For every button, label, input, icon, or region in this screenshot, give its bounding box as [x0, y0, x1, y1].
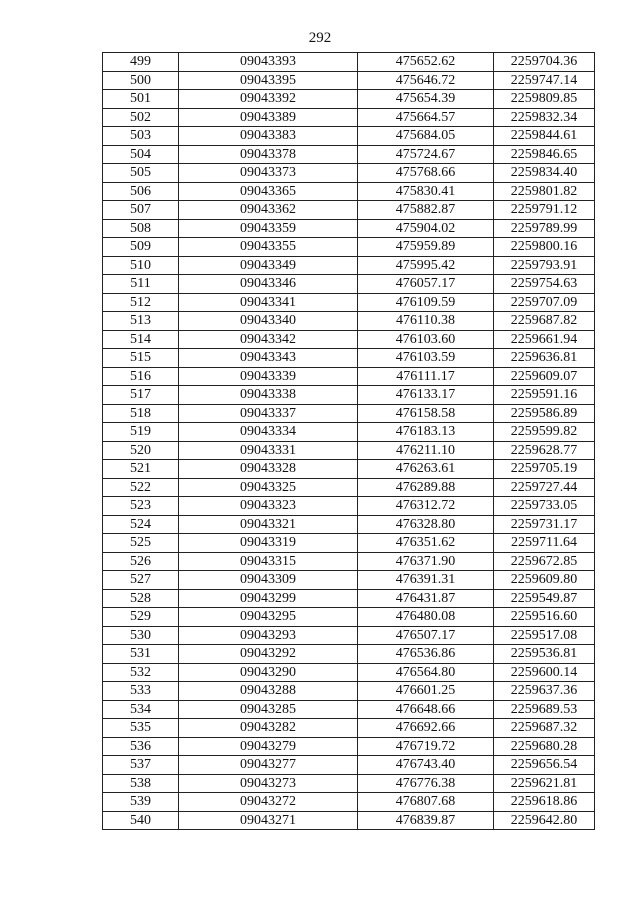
x-coordinate-cell: 476057.17 [358, 275, 494, 294]
point-code-cell: 09043299 [179, 589, 358, 608]
row-index-cell: 503 [103, 127, 179, 146]
y-coordinate-cell: 2259591.16 [494, 386, 595, 405]
x-coordinate-cell: 475995.42 [358, 256, 494, 275]
point-code-cell: 09043395 [179, 71, 358, 90]
x-coordinate-cell: 476289.88 [358, 478, 494, 497]
x-coordinate-cell: 476312.72 [358, 497, 494, 516]
point-code-cell: 09043393 [179, 53, 358, 72]
table-row [103, 330, 595, 349]
x-coordinate-cell: 476109.59 [358, 293, 494, 312]
table-row [103, 275, 595, 294]
row-index-cell: 536 [103, 737, 179, 756]
point-code-cell: 09043290 [179, 663, 358, 682]
table-row [103, 737, 595, 756]
row-index-cell: 524 [103, 515, 179, 534]
table-row [103, 423, 595, 442]
y-coordinate-cell: 2259731.17 [494, 515, 595, 534]
y-coordinate-cell: 2259621.81 [494, 774, 595, 793]
y-coordinate-cell: 2259687.32 [494, 719, 595, 738]
y-coordinate-cell: 2259689.53 [494, 700, 595, 719]
table-row [103, 256, 595, 275]
x-coordinate-cell: 475904.02 [358, 219, 494, 238]
row-index-cell: 516 [103, 367, 179, 386]
table-row [103, 515, 595, 534]
row-index-cell: 526 [103, 552, 179, 571]
point-code-cell: 09043355 [179, 238, 358, 257]
point-code-cell: 09043331 [179, 441, 358, 460]
x-coordinate-cell: 476564.80 [358, 663, 494, 682]
row-index-cell: 529 [103, 608, 179, 627]
point-code-cell: 09043285 [179, 700, 358, 719]
point-code-cell: 09043323 [179, 497, 358, 516]
table-row [103, 349, 595, 368]
point-code-cell: 09043279 [179, 737, 358, 756]
y-coordinate-cell: 2259618.86 [494, 793, 595, 812]
row-index-cell: 530 [103, 626, 179, 645]
y-coordinate-cell: 2259711.64 [494, 534, 595, 553]
x-coordinate-cell: 476371.90 [358, 552, 494, 571]
y-coordinate-cell: 2259846.65 [494, 145, 595, 164]
table-row [103, 534, 595, 553]
y-coordinate-cell: 2259707.09 [494, 293, 595, 312]
table-row [103, 793, 595, 812]
table-row [103, 700, 595, 719]
y-coordinate-cell: 2259680.28 [494, 737, 595, 756]
y-coordinate-cell: 2259609.80 [494, 571, 595, 590]
y-coordinate-cell: 2259536.81 [494, 645, 595, 664]
row-index-cell: 499 [103, 53, 179, 72]
row-index-cell: 517 [103, 386, 179, 405]
y-coordinate-cell: 2259800.16 [494, 238, 595, 257]
point-code-cell: 09043341 [179, 293, 358, 312]
page-number: 292 [308, 30, 332, 46]
table-row [103, 645, 595, 664]
table-row [103, 441, 595, 460]
x-coordinate-cell: 476211.10 [358, 441, 494, 460]
y-coordinate-cell: 2259516.60 [494, 608, 595, 627]
row-index-cell: 505 [103, 164, 179, 183]
point-code-cell: 09043325 [179, 478, 358, 497]
table-row [103, 127, 595, 146]
point-code-cell: 09043293 [179, 626, 358, 645]
x-coordinate-cell: 476807.68 [358, 793, 494, 812]
row-index-cell: 508 [103, 219, 179, 238]
x-coordinate-cell: 476536.86 [358, 645, 494, 664]
coordinates-table-body [103, 53, 595, 830]
table-row [103, 312, 595, 331]
row-index-cell: 512 [103, 293, 179, 312]
x-coordinate-cell: 475654.39 [358, 90, 494, 109]
x-coordinate-cell: 475684.05 [358, 127, 494, 146]
y-coordinate-cell: 2259791.12 [494, 201, 595, 220]
point-code-cell: 09043378 [179, 145, 358, 164]
y-coordinate-cell: 2259793.91 [494, 256, 595, 275]
y-coordinate-cell: 2259517.08 [494, 626, 595, 645]
y-coordinate-cell: 2259609.07 [494, 367, 595, 386]
table-row [103, 219, 595, 238]
y-coordinate-cell: 2259727.44 [494, 478, 595, 497]
table-row [103, 478, 595, 497]
y-coordinate-cell: 2259628.77 [494, 441, 595, 460]
row-index-cell: 528 [103, 589, 179, 608]
x-coordinate-cell: 475724.67 [358, 145, 494, 164]
y-coordinate-cell: 2259733.05 [494, 497, 595, 516]
point-code-cell: 09043337 [179, 404, 358, 423]
row-index-cell: 525 [103, 534, 179, 553]
y-coordinate-cell: 2259705.19 [494, 460, 595, 479]
y-coordinate-cell: 2259637.36 [494, 682, 595, 701]
x-coordinate-cell: 476133.17 [358, 386, 494, 405]
table-row [103, 71, 595, 90]
x-coordinate-cell: 476183.13 [358, 423, 494, 442]
row-index-cell: 511 [103, 275, 179, 294]
table-row [103, 497, 595, 516]
point-code-cell: 09043349 [179, 256, 358, 275]
y-coordinate-cell: 2259844.61 [494, 127, 595, 146]
point-code-cell: 09043340 [179, 312, 358, 331]
table-row [103, 201, 595, 220]
x-coordinate-cell: 475830.41 [358, 182, 494, 201]
y-coordinate-cell: 2259809.85 [494, 90, 595, 109]
x-coordinate-cell: 475768.66 [358, 164, 494, 183]
x-coordinate-cell: 476111.17 [358, 367, 494, 386]
table-row [103, 293, 595, 312]
point-code-cell: 09043315 [179, 552, 358, 571]
y-coordinate-cell: 2259672.85 [494, 552, 595, 571]
row-index-cell: 534 [103, 700, 179, 719]
point-code-cell: 09043359 [179, 219, 358, 238]
row-index-cell: 502 [103, 108, 179, 127]
row-index-cell: 519 [103, 423, 179, 442]
y-coordinate-cell: 2259600.14 [494, 663, 595, 682]
x-coordinate-cell: 476743.40 [358, 756, 494, 775]
table-row [103, 774, 595, 793]
y-coordinate-cell: 2259656.54 [494, 756, 595, 775]
x-coordinate-cell: 476110.38 [358, 312, 494, 331]
row-index-cell: 506 [103, 182, 179, 201]
point-code-cell: 09043346 [179, 275, 358, 294]
point-code-cell: 09043334 [179, 423, 358, 442]
point-code-cell: 09043319 [179, 534, 358, 553]
point-code-cell: 09043321 [179, 515, 358, 534]
point-code-cell: 09043389 [179, 108, 358, 127]
table-row [103, 663, 595, 682]
point-code-cell: 09043338 [179, 386, 358, 405]
point-code-cell: 09043277 [179, 756, 358, 775]
x-coordinate-cell: 476263.61 [358, 460, 494, 479]
x-coordinate-cell: 476391.31 [358, 571, 494, 590]
point-code-cell: 09043292 [179, 645, 358, 664]
y-coordinate-cell: 2259661.94 [494, 330, 595, 349]
y-coordinate-cell: 2259687.82 [494, 312, 595, 331]
x-coordinate-cell: 476719.72 [358, 737, 494, 756]
point-code-cell: 09043365 [179, 182, 358, 201]
y-coordinate-cell: 2259586.89 [494, 404, 595, 423]
x-coordinate-cell: 476839.87 [358, 811, 494, 830]
point-code-cell: 09043339 [179, 367, 358, 386]
row-index-cell: 513 [103, 312, 179, 331]
row-index-cell: 520 [103, 441, 179, 460]
coordinates-table [102, 52, 595, 830]
x-coordinate-cell: 476431.87 [358, 589, 494, 608]
x-coordinate-cell: 476507.17 [358, 626, 494, 645]
point-code-cell: 09043392 [179, 90, 358, 109]
point-code-cell: 09043295 [179, 608, 358, 627]
point-code-cell: 09043271 [179, 811, 358, 830]
row-index-cell: 533 [103, 682, 179, 701]
y-coordinate-cell: 2259789.99 [494, 219, 595, 238]
row-index-cell: 523 [103, 497, 179, 516]
table-row [103, 626, 595, 645]
table-row [103, 182, 595, 201]
y-coordinate-cell: 2259636.81 [494, 349, 595, 368]
table-row [103, 404, 595, 423]
point-code-cell: 09043309 [179, 571, 358, 590]
x-coordinate-cell: 476776.38 [358, 774, 494, 793]
point-code-cell: 09043373 [179, 164, 358, 183]
row-index-cell: 527 [103, 571, 179, 590]
table-row [103, 460, 595, 479]
point-code-cell: 09043342 [179, 330, 358, 349]
point-code-cell: 09043362 [179, 201, 358, 220]
x-coordinate-cell: 476103.60 [358, 330, 494, 349]
y-coordinate-cell: 2259704.36 [494, 53, 595, 72]
y-coordinate-cell: 2259801.82 [494, 182, 595, 201]
row-index-cell: 539 [103, 793, 179, 812]
table-row [103, 552, 595, 571]
row-index-cell: 501 [103, 90, 179, 109]
table-row [103, 238, 595, 257]
row-index-cell: 532 [103, 663, 179, 682]
table-row [103, 108, 595, 127]
table-row [103, 811, 595, 830]
x-coordinate-cell: 476351.62 [358, 534, 494, 553]
row-index-cell: 531 [103, 645, 179, 664]
x-coordinate-cell: 475959.89 [358, 238, 494, 257]
y-coordinate-cell: 2259747.14 [494, 71, 595, 90]
row-index-cell: 510 [103, 256, 179, 275]
table-row [103, 608, 595, 627]
row-index-cell: 540 [103, 811, 179, 830]
table-row [103, 756, 595, 775]
x-coordinate-cell: 476648.66 [358, 700, 494, 719]
x-coordinate-cell: 475646.72 [358, 71, 494, 90]
x-coordinate-cell: 475882.87 [358, 201, 494, 220]
table-row [103, 164, 595, 183]
table-row [103, 90, 595, 109]
row-index-cell: 537 [103, 756, 179, 775]
point-code-cell: 09043282 [179, 719, 358, 738]
row-index-cell: 538 [103, 774, 179, 793]
x-coordinate-cell: 476328.80 [358, 515, 494, 534]
row-index-cell: 518 [103, 404, 179, 423]
x-coordinate-cell: 476158.58 [358, 404, 494, 423]
row-index-cell: 515 [103, 349, 179, 368]
row-index-cell: 509 [103, 238, 179, 257]
point-code-cell: 09043288 [179, 682, 358, 701]
x-coordinate-cell: 476601.25 [358, 682, 494, 701]
x-coordinate-cell: 475652.62 [358, 53, 494, 72]
row-index-cell: 522 [103, 478, 179, 497]
y-coordinate-cell: 2259642.80 [494, 811, 595, 830]
y-coordinate-cell: 2259754.63 [494, 275, 595, 294]
x-coordinate-cell: 476692.66 [358, 719, 494, 738]
row-index-cell: 521 [103, 460, 179, 479]
table-row [103, 386, 595, 405]
row-index-cell: 504 [103, 145, 179, 164]
y-coordinate-cell: 2259599.82 [494, 423, 595, 442]
point-code-cell: 09043343 [179, 349, 358, 368]
x-coordinate-cell: 475664.57 [358, 108, 494, 127]
row-index-cell: 514 [103, 330, 179, 349]
point-code-cell: 09043383 [179, 127, 358, 146]
table-row [103, 367, 595, 386]
point-code-cell: 09043328 [179, 460, 358, 479]
point-code-cell: 09043273 [179, 774, 358, 793]
row-index-cell: 500 [103, 71, 179, 90]
row-index-cell: 507 [103, 201, 179, 220]
table-row [103, 589, 595, 608]
y-coordinate-cell: 2259832.34 [494, 108, 595, 127]
table-row [103, 682, 595, 701]
x-coordinate-cell: 476103.59 [358, 349, 494, 368]
table-row [103, 719, 595, 738]
table-row [103, 571, 595, 590]
row-index-cell: 535 [103, 719, 179, 738]
table-row [103, 145, 595, 164]
y-coordinate-cell: 2259834.40 [494, 164, 595, 183]
x-coordinate-cell: 476480.08 [358, 608, 494, 627]
point-code-cell: 09043272 [179, 793, 358, 812]
table-row [103, 53, 595, 72]
y-coordinate-cell: 2259549.87 [494, 589, 595, 608]
